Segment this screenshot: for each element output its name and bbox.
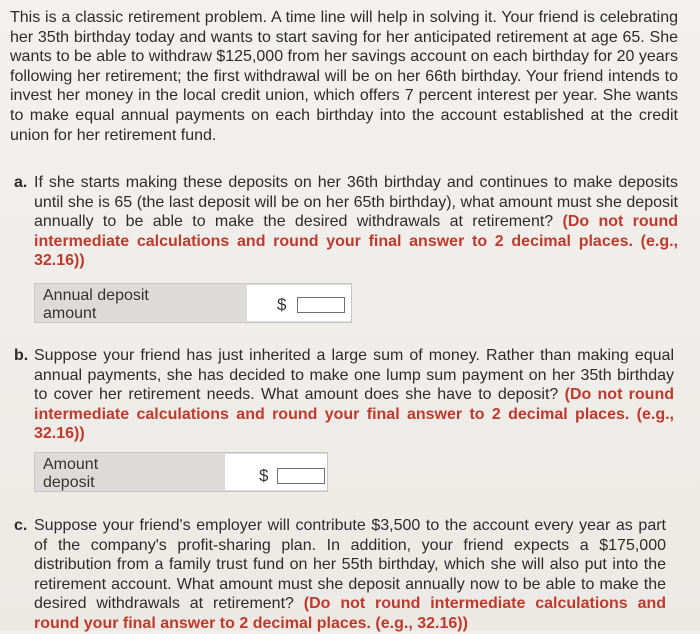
answer-row-a	[34, 283, 352, 323]
annual-deposit-input[interactable]	[297, 297, 345, 313]
answer-a-currency: $	[277, 295, 287, 314]
question-b-text: Suppose your friend has just inherited a large sum of money. Rather than making equal annual payments, she has decided to make one lump sum payment on her 35th birthday to cover her retirement needs. What amount does she have to deposit?	[34, 347, 674, 404]
question-a-text: If she starts making these deposits on her 36th birthday and continues to make deposits until she is 65 (the last deposit will be on her 65th birthday), what amount must she deposit annually to be able to make the desired withdrawals at retirement?	[34, 174, 678, 231]
question-a	[14, 173, 678, 271]
answer-a-label: Annual deposit amount	[43, 287, 149, 322]
question-c-text: Suppose your friend's employer will contribute $3,500 to the account every year as part of the company's profit-sharing plan. In addition, your friend expects a $175,000 distribution from a family trust fund on her 55th birthday, which she will also put into the retirement account. What amount must she deposit annually now to be able to make the desired withdrawals at retirement?	[34, 517, 666, 613]
answer-row-b	[34, 452, 328, 492]
problem-intro: This is a classic retirement problem. A time line will help in solving it. Your friend is celebrating her 35th birthday today and wants to start saving for her anticipated retirement at age 65. She wants to be able to withdraw $125,000 from her savings account on each birthday for 20 years following her retirement; the first withdrawal will be on her 66th birthday. Your friend intends to invest her money in the local credit union, which offers 7 percent interest per year. She wants to make equal annual payments on each birthday into the account established at the credit union for her retirement fund.	[10, 9, 678, 144]
answer-b-currency: $	[259, 466, 269, 485]
question-a-letter: a.	[14, 174, 28, 191]
question-c-letter: c.	[14, 517, 28, 534]
question-c-instruction: (Do not round intermediate calculations and round your final answer to 2 decimal places. (e.g., 32.16))	[34, 595, 667, 632]
question-b	[14, 346, 674, 444]
amount-deposit-input[interactable]	[277, 468, 325, 484]
question-a-instruction: (Do not round intermediate calculations and round your final answer to 2 decimal places. (e.g., 32.16))	[34, 213, 678, 270]
answer-b-label: Amount deposit	[43, 456, 99, 491]
question-b-letter: b.	[14, 347, 29, 364]
question-b-instruction: (Do not round intermediate calculations and round your final answer to 2 decimal places. (e.g., 32.16))	[34, 386, 674, 443]
question-c	[14, 516, 667, 634]
